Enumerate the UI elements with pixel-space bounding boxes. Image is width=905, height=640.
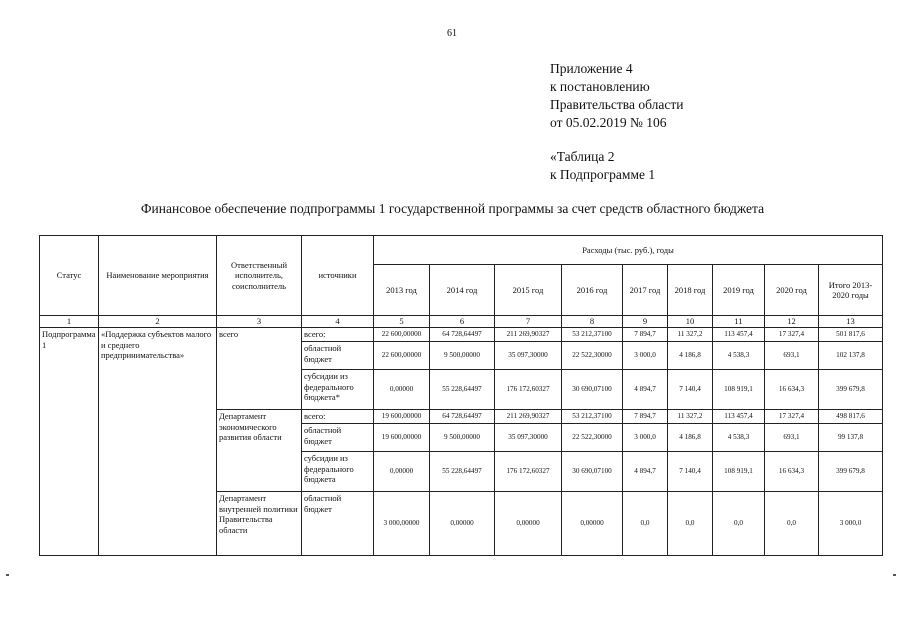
- table-reference-line: «Таблица 2: [550, 149, 615, 164]
- value-cell: 9 500,00000: [430, 342, 495, 370]
- value-cell: 0,00000: [374, 370, 430, 410]
- column-number: 5: [374, 316, 430, 328]
- value-cell: 7 140,4: [668, 452, 713, 492]
- value-cell: 0,00000: [374, 452, 430, 492]
- source-cell: областной бюджет: [302, 424, 374, 452]
- value-cell: 0,0: [623, 492, 668, 556]
- header-total: Итого 2013-2020 годы: [819, 265, 883, 316]
- value-cell: 108 919,1: [713, 370, 765, 410]
- value-cell: 693,1: [765, 424, 819, 452]
- value-cell: 64 728,64497: [430, 410, 495, 424]
- value-cell: 0,0: [765, 492, 819, 556]
- value-cell: 0,00000: [430, 492, 495, 556]
- value-cell: 108 919,1: [713, 452, 765, 492]
- source-cell: областной бюджет: [302, 342, 374, 370]
- value-cell: 22 600,00000: [374, 328, 430, 342]
- column-number: 9: [623, 316, 668, 328]
- source-cell: субсидии из федерального бюджета*: [302, 370, 374, 410]
- value-cell: 7 894,7: [623, 410, 668, 424]
- value-cell: 4 894,7: [623, 452, 668, 492]
- column-number: 13: [819, 316, 883, 328]
- value-cell: 113 457,4: [713, 328, 765, 342]
- total-cell: 501 817,6: [819, 328, 883, 342]
- header-executor: Ответственный исполнитель, соисполнитель: [217, 236, 302, 316]
- value-cell: 3 000,0: [623, 424, 668, 452]
- value-cell: 30 690,07100: [562, 452, 623, 492]
- value-cell: 22 600,00000: [374, 342, 430, 370]
- scan-artifact: [893, 574, 896, 576]
- source-cell: всего:: [302, 410, 374, 424]
- column-number: 3: [217, 316, 302, 328]
- value-cell: 11 327,2: [668, 328, 713, 342]
- scan-artifact: [6, 574, 9, 576]
- value-cell: 35 097,30000: [495, 424, 562, 452]
- source-cell: субсидии из федерального бюджета: [302, 452, 374, 492]
- value-cell: 7 140,4: [668, 370, 713, 410]
- column-number: 4: [302, 316, 374, 328]
- value-cell: 0,00000: [495, 492, 562, 556]
- column-number: 11: [713, 316, 765, 328]
- value-cell: 4 894,7: [623, 370, 668, 410]
- value-cell: 0,00000: [562, 492, 623, 556]
- column-number: 7: [495, 316, 562, 328]
- column-number: 6: [430, 316, 495, 328]
- header-event-name: Наименование мероприятия: [99, 236, 217, 316]
- value-cell: 22 522,30000: [562, 342, 623, 370]
- value-cell: 4 186,8: [668, 424, 713, 452]
- value-cell: 4 538,3: [713, 342, 765, 370]
- status-cell: Подпрограмма 1: [40, 328, 99, 556]
- table-reference: [550, 148, 655, 184]
- value-cell: 7 894,7: [623, 328, 668, 342]
- page-number: 61: [447, 28, 457, 39]
- value-cell: 19 600,00000: [374, 424, 430, 452]
- executor-cell: всего: [217, 328, 302, 410]
- event-name-cell: «Поддержка субъектов малого и среднего предпринимательства»: [99, 328, 217, 556]
- executor-cell: Департамент внутренней политики Правительства области: [217, 492, 302, 556]
- value-cell: 16 634,3: [765, 370, 819, 410]
- executor-cell: Департамент экономического развития области: [217, 410, 302, 492]
- value-cell: 30 690,07100: [562, 370, 623, 410]
- header-year: 2015 год: [495, 265, 562, 316]
- value-cell: 53 212,37100: [562, 328, 623, 342]
- value-cell: 176 172,60327: [495, 452, 562, 492]
- value-cell: 19 600,00000: [374, 410, 430, 424]
- value-cell: 9 500,00000: [430, 424, 495, 452]
- header-year: 2019 год: [713, 265, 765, 316]
- column-number: 2: [99, 316, 217, 328]
- column-number: 1: [40, 316, 99, 328]
- total-cell: 399 679,8: [819, 370, 883, 410]
- value-cell: 0,0: [668, 492, 713, 556]
- appendix-heading: [550, 60, 683, 132]
- column-number: 10: [668, 316, 713, 328]
- source-cell: всего:: [302, 328, 374, 342]
- header-sources: источники: [302, 236, 374, 316]
- appendix-line: Приложение 4: [550, 61, 633, 76]
- document-title: Финансовое обеспечение подпрограммы 1 государственной программы за счет средств областного бюджета: [140, 201, 765, 216]
- header-year: 2020 год: [765, 265, 819, 316]
- value-cell: 113 457,4: [713, 410, 765, 424]
- header-status: Статус: [40, 236, 99, 316]
- appendix-line: к постановлению: [550, 79, 650, 94]
- value-cell: 4 538,3: [713, 424, 765, 452]
- appendix-line: от 05.02.2019 № 106: [550, 115, 667, 130]
- total-cell: 102 137,8: [819, 342, 883, 370]
- value-cell: 693,1: [765, 342, 819, 370]
- table-reference-line: к Подпрограмме 1: [550, 167, 656, 182]
- value-cell: 17 327,4: [765, 410, 819, 424]
- header-year: 2018 год: [668, 265, 713, 316]
- source-cell: областной бюджет: [302, 492, 374, 556]
- value-cell: 55 228,64497: [430, 452, 495, 492]
- value-cell: 11 327,2: [668, 410, 713, 424]
- value-cell: 35 097,30000: [495, 342, 562, 370]
- header-year: 2016 год: [562, 265, 623, 316]
- column-number: 12: [765, 316, 819, 328]
- total-cell: 3 000,0: [819, 492, 883, 556]
- value-cell: 211 269,90327: [495, 410, 562, 424]
- financing-table: [39, 235, 883, 556]
- header-year: 2014 год: [430, 265, 495, 316]
- header-year: 2017 год: [623, 265, 668, 316]
- value-cell: 211 269,90327: [495, 328, 562, 342]
- value-cell: 176 172,60327: [495, 370, 562, 410]
- header-year: 2013 год: [374, 265, 430, 316]
- appendix-line: Правительства области: [550, 97, 684, 112]
- total-cell: 399 679,8: [819, 452, 883, 492]
- total-cell: 99 137,8: [819, 424, 883, 452]
- value-cell: 0,0: [713, 492, 765, 556]
- column-number: 8: [562, 316, 623, 328]
- value-cell: 3 000,00000: [374, 492, 430, 556]
- header-expenses: Расходы (тыс. руб.), годы: [374, 236, 883, 265]
- value-cell: 17 327,4: [765, 328, 819, 342]
- value-cell: 64 728,64497: [430, 328, 495, 342]
- value-cell: 4 186,8: [668, 342, 713, 370]
- value-cell: 53 212,37100: [562, 410, 623, 424]
- value-cell: 3 000,0: [623, 342, 668, 370]
- value-cell: 16 634,3: [765, 452, 819, 492]
- value-cell: 22 522,30000: [562, 424, 623, 452]
- total-cell: 498 817,6: [819, 410, 883, 424]
- value-cell: 55 228,64497: [430, 370, 495, 410]
